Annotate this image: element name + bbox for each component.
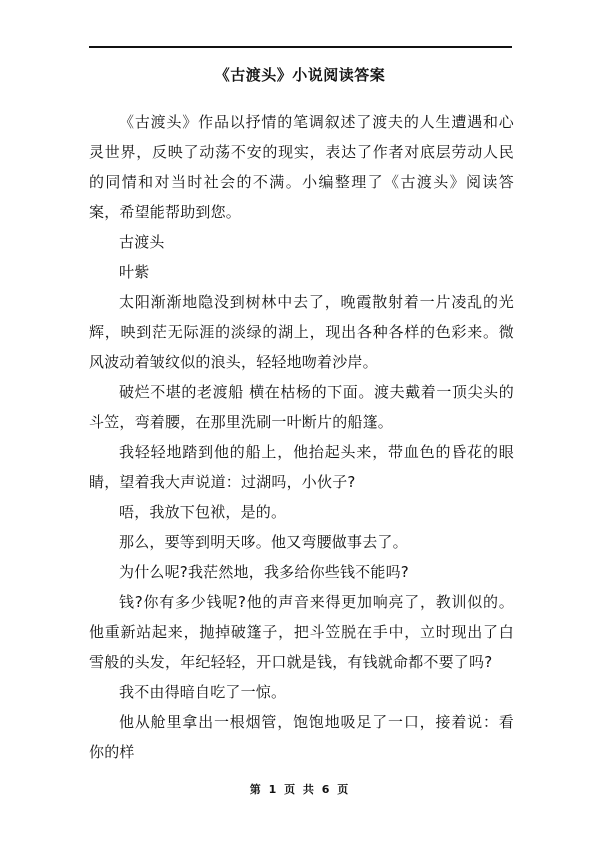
story-paragraph: 那么，要等到明天哆。他又弯腰做事去了。	[119, 533, 408, 551]
story-paragraph: 钱?你有多少钱呢?他的声音来得更加响亮了，教训似的。他重新站起来，抛掉破篷子，把斗笠脱在手中，立时现出了白雪般的头发，年纪轻轻，开口就是钱，有钱就命都不要了吗?	[89, 593, 514, 671]
page-title: 《古渡头》小说阅读答案	[214, 66, 386, 84]
story-paragraph: 太阳渐渐地隐没到树林中去了，晚霞散射着一片凌乱的光辉，映到茫无际涯的淡绿的湖上，现出各种各样的色彩来。微风波动着皱纹似的浪头，轻轻地吻着沙岸。	[89, 293, 514, 371]
intro-paragraph: 《古渡头》作品以抒情的笔调叙述了渡夫的人生遭遇和心灵世界，反映了动荡不安的现实，表达了作者对底层劳动人民的同情和对当时社会的不满。小编整理了《古渡头》阅读答案，希望能帮助到您。	[89, 113, 514, 221]
header-rule	[89, 46, 512, 48]
story-paragraph: 我不由得暗自吃了一惊。	[119, 683, 287, 701]
story-title: 古渡头	[119, 233, 165, 251]
story-author: 叶紫	[119, 263, 150, 281]
story-paragraph: 为什么呢?我茫然地，我多给你些钱不能吗?	[119, 563, 409, 581]
story-paragraph: 唔，我放下包袱，是的。	[119, 503, 287, 521]
page-indicator: 第 1 页 共 6 页	[249, 783, 351, 796]
article-body	[89, 107, 514, 767]
story-paragraph: 我轻轻地踏到他的船上，他抬起头来，带血色的昏花的眼睛，望着我大声说道：过湖吗，小伙子?	[89, 443, 514, 491]
story-paragraph: 他从舱里拿出一根烟管，饱饱地吸足了一口，接着说：看你的样	[89, 713, 514, 761]
story-paragraph: 破烂不堪的老渡船 横在枯杨的下面。渡夫戴着一顶尖头的斗笠，弯着腰，在那里洗刷一叶断片的船篷。	[89, 383, 514, 431]
